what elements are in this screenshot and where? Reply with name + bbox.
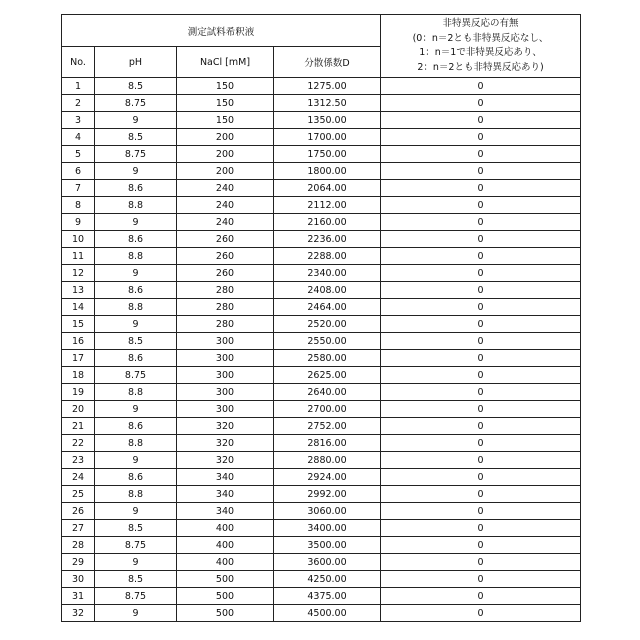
table-row [62,588,581,605]
cell-dispersion: 2992.00 [274,486,381,503]
cell-dispersion: 3600.00 [274,554,381,571]
table-row [62,537,581,554]
table-row [62,248,581,265]
table-row [62,469,581,486]
cell-nonspecific: 0 [381,180,581,197]
table-row [62,316,581,333]
cell-no: 7 [62,180,95,197]
cell-ph: 8.5 [95,571,177,588]
cell-ph: 8.6 [95,180,177,197]
cell-ph: 9 [95,605,177,622]
table-row [62,401,581,418]
cell-nacl: 300 [177,384,274,401]
cell-nacl: 500 [177,588,274,605]
cell-no: 2 [62,95,95,112]
table-row [62,554,581,571]
cell-no: 12 [62,265,95,282]
cell-no: 21 [62,418,95,435]
group-header: 測定試料希釈液 [62,15,381,47]
cell-dispersion: 1275.00 [274,78,381,95]
cell-ph: 8.6 [95,418,177,435]
table-row [62,265,581,282]
cell-dispersion: 2236.00 [274,231,381,248]
table-row [62,384,581,401]
cell-nonspecific: 0 [381,469,581,486]
cell-ph: 8.75 [95,367,177,384]
table-row [62,350,581,367]
cell-nacl: 260 [177,248,274,265]
cell-ph: 9 [95,554,177,571]
table-row [62,333,581,350]
cell-no: 6 [62,163,95,180]
cell-ph: 8.75 [95,95,177,112]
cell-ph: 8.5 [95,520,177,537]
cell-nonspecific: 0 [381,248,581,265]
table-row [62,129,581,146]
cell-ph: 8.75 [95,537,177,554]
cell-dispersion: 4500.00 [274,605,381,622]
cell-nonspecific: 0 [381,299,581,316]
cell-no: 23 [62,452,95,469]
cell-dispersion: 2464.00 [274,299,381,316]
cell-nonspecific: 0 [381,503,581,520]
cell-no: 14 [62,299,95,316]
cell-dispersion: 2880.00 [274,452,381,469]
table-row [62,197,581,214]
cell-ph: 8.8 [95,435,177,452]
cell-no: 31 [62,588,95,605]
col-header-ph: pH [95,47,177,78]
cell-nacl: 260 [177,231,274,248]
cell-dispersion: 3500.00 [274,537,381,554]
nonspecific-header [381,15,581,78]
cell-nonspecific: 0 [381,265,581,282]
cell-nonspecific: 0 [381,401,581,418]
cell-ph: 8.6 [95,469,177,486]
cell-nacl: 340 [177,486,274,503]
cell-nacl: 150 [177,78,274,95]
cell-ph: 9 [95,316,177,333]
cell-dispersion: 2550.00 [274,333,381,350]
cell-nonspecific: 0 [381,435,581,452]
cell-no: 18 [62,367,95,384]
table-row [62,231,581,248]
table-row [62,452,581,469]
cell-dispersion: 3400.00 [274,520,381,537]
cell-no: 30 [62,571,95,588]
cell-dispersion: 2112.00 [274,197,381,214]
cell-no: 15 [62,316,95,333]
cell-nacl: 280 [177,316,274,333]
table-row [62,282,581,299]
cell-no: 10 [62,231,95,248]
cell-nacl: 320 [177,418,274,435]
cell-ph: 9 [95,503,177,520]
cell-nacl: 300 [177,350,274,367]
cell-no: 28 [62,537,95,554]
cell-ph: 9 [95,163,177,180]
cell-no: 16 [62,333,95,350]
cell-no: 27 [62,520,95,537]
nonspecific-line-2: (0：n＝2とも非特異反応なし、 [381,32,580,47]
cell-ph: 8.5 [95,78,177,95]
nonspecific-line-4: 2：n＝2とも非特異反応あり) [381,61,580,76]
cell-ph: 8.6 [95,231,177,248]
cell-nacl: 500 [177,571,274,588]
cell-dispersion: 1750.00 [274,146,381,163]
cell-nonspecific: 0 [381,554,581,571]
col-header-dispersion: 分散係数D [274,47,381,78]
data-table [61,14,581,622]
table-row [62,367,581,384]
cell-nacl: 320 [177,435,274,452]
cell-dispersion: 2700.00 [274,401,381,418]
cell-nacl: 280 [177,282,274,299]
cell-no: 1 [62,78,95,95]
cell-nonspecific: 0 [381,214,581,231]
cell-ph: 9 [95,214,177,231]
cell-dispersion: 1800.00 [274,163,381,180]
table-row [62,214,581,231]
cell-no: 24 [62,469,95,486]
table-row [62,605,581,622]
table-row [62,299,581,316]
cell-dispersion: 1312.50 [274,95,381,112]
cell-dispersion: 2064.00 [274,180,381,197]
cell-nacl: 340 [177,469,274,486]
cell-nacl: 300 [177,333,274,350]
cell-ph: 8.6 [95,350,177,367]
cell-nonspecific: 0 [381,367,581,384]
cell-no: 19 [62,384,95,401]
cell-no: 32 [62,605,95,622]
table-row [62,112,581,129]
cell-nacl: 240 [177,214,274,231]
cell-nonspecific: 0 [381,316,581,333]
cell-ph: 8.75 [95,588,177,605]
cell-nonspecific: 0 [381,163,581,180]
cell-nonspecific: 0 [381,231,581,248]
cell-no: 29 [62,554,95,571]
cell-ph: 8.8 [95,299,177,316]
cell-no: 9 [62,214,95,231]
cell-nonspecific: 0 [381,452,581,469]
cell-nacl: 240 [177,180,274,197]
cell-nonspecific: 0 [381,112,581,129]
cell-nacl: 320 [177,452,274,469]
cell-nonspecific: 0 [381,129,581,146]
cell-nacl: 300 [177,401,274,418]
col-header-nacl: NaCl [mM] [177,47,274,78]
cell-ph: 8.5 [95,129,177,146]
nonspecific-line-1: 非特異反応の有無 [381,17,580,32]
cell-nonspecific: 0 [381,350,581,367]
nonspecific-line-3: 1：n＝1で非特異反応あり、 [381,46,580,61]
cell-no: 25 [62,486,95,503]
cell-ph: 8.5 [95,333,177,350]
cell-no: 17 [62,350,95,367]
cell-no: 26 [62,503,95,520]
table-row [62,163,581,180]
cell-nonspecific: 0 [381,537,581,554]
cell-dispersion: 4250.00 [274,571,381,588]
cell-dispersion: 2580.00 [274,350,381,367]
cell-dispersion: 4375.00 [274,588,381,605]
cell-nacl: 400 [177,537,274,554]
cell-no: 20 [62,401,95,418]
cell-ph: 9 [95,265,177,282]
cell-nonspecific: 0 [381,333,581,350]
table-row [62,146,581,163]
cell-dispersion: 2752.00 [274,418,381,435]
cell-ph: 8.8 [95,197,177,214]
table-row [62,486,581,503]
table-row [62,520,581,537]
cell-no: 4 [62,129,95,146]
cell-dispersion: 2288.00 [274,248,381,265]
cell-nacl: 400 [177,520,274,537]
cell-no: 5 [62,146,95,163]
cell-nacl: 260 [177,265,274,282]
cell-nacl: 200 [177,163,274,180]
cell-ph: 9 [95,401,177,418]
cell-dispersion: 1350.00 [274,112,381,129]
cell-ph: 8.8 [95,486,177,503]
cell-ph: 9 [95,452,177,469]
table-row [62,418,581,435]
cell-nacl: 280 [177,299,274,316]
cell-nonspecific: 0 [381,605,581,622]
cell-dispersion: 2520.00 [274,316,381,333]
cell-nonspecific: 0 [381,418,581,435]
cell-dispersion: 2625.00 [274,367,381,384]
cell-nonspecific: 0 [381,78,581,95]
cell-ph: 8.8 [95,384,177,401]
cell-no: 11 [62,248,95,265]
cell-ph: 8.75 [95,146,177,163]
cell-no: 3 [62,112,95,129]
cell-nonspecific: 0 [381,571,581,588]
cell-ph: 8.8 [95,248,177,265]
cell-no: 13 [62,282,95,299]
cell-nacl: 340 [177,503,274,520]
cell-dispersion: 2816.00 [274,435,381,452]
cell-nacl: 240 [177,197,274,214]
table-body [62,78,581,622]
table-row [62,571,581,588]
cell-nacl: 200 [177,129,274,146]
cell-dispersion: 1700.00 [274,129,381,146]
cell-nonspecific: 0 [381,588,581,605]
cell-no: 22 [62,435,95,452]
cell-dispersion: 3060.00 [274,503,381,520]
table-row [62,180,581,197]
cell-nacl: 200 [177,146,274,163]
cell-nacl: 400 [177,554,274,571]
cell-dispersion: 2160.00 [274,214,381,231]
cell-nonspecific: 0 [381,520,581,537]
cell-nonspecific: 0 [381,95,581,112]
cell-nonspecific: 0 [381,486,581,503]
cell-nonspecific: 0 [381,282,581,299]
cell-dispersion: 2640.00 [274,384,381,401]
cell-nonspecific: 0 [381,197,581,214]
cell-ph: 8.6 [95,282,177,299]
cell-dispersion: 2924.00 [274,469,381,486]
cell-dispersion: 2340.00 [274,265,381,282]
cell-nonspecific: 0 [381,384,581,401]
cell-dispersion: 2408.00 [274,282,381,299]
cell-no: 8 [62,197,95,214]
table-row [62,78,581,95]
col-header-no: No. [62,47,95,78]
cell-nonspecific: 0 [381,146,581,163]
table-row [62,503,581,520]
table-row [62,95,581,112]
cell-nacl: 150 [177,112,274,129]
cell-ph: 9 [95,112,177,129]
cell-nacl: 300 [177,367,274,384]
table-row [62,435,581,452]
cell-nacl: 500 [177,605,274,622]
cell-nacl: 150 [177,95,274,112]
